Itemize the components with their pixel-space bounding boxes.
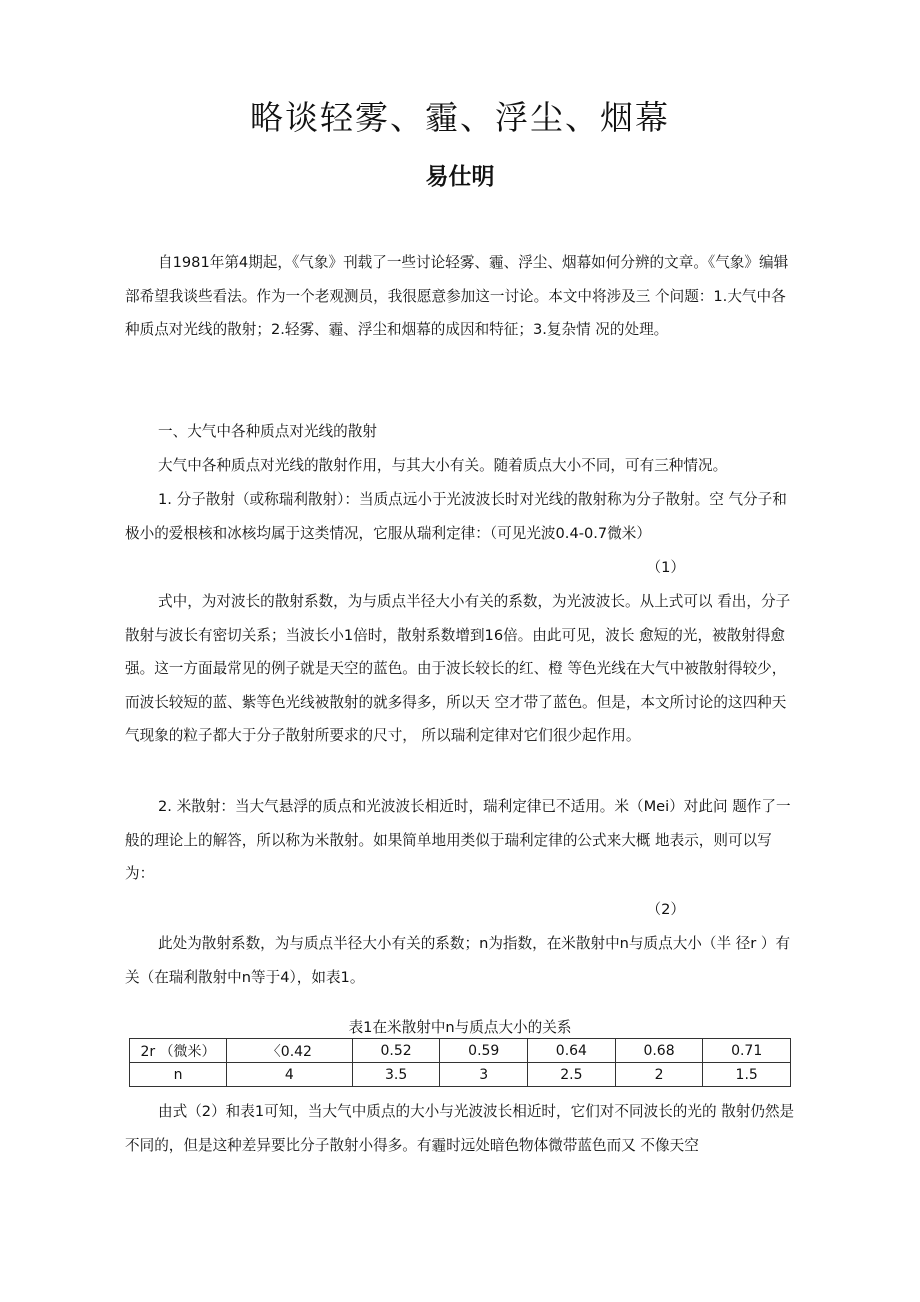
intro-paragraph: 自1981年第4期起，《气象》刊载了一些讨论轻雾、霾、浮尘、烟幕如何分辨的文章。《气象》编辑部希望我谈些看法。作为一个老观测员，我很愿意参加这一讨论。本文中将涉及三 个问题：1.大气中各种质点对光线的散射；2.轻雾、霾、浮尘和烟幕的成因和特征；3.复杂情 况的处理。 — [125, 254, 789, 338]
table-cell: 1.5 — [703, 1063, 791, 1087]
table-header-cell: 2r （微米） — [130, 1039, 227, 1063]
equation-2-number: （2） — [646, 901, 685, 918]
author-name: 易仕明 — [425, 164, 495, 190]
table-cell: 3.5 — [352, 1063, 440, 1087]
equation-1-number: （1） — [646, 559, 685, 576]
rayleigh-paragraph: 1. 分子散射（或称瑞利散射）：当质点远小于光波波长时对光线的散射称为分子散射。空 气分子和极小的爱根核和冰核均属于这类情况，它服从瑞利定律：（可见光波0.4-0.7微米） — [125, 491, 787, 542]
section1-intro: 大气中各种质点对光线的散射作用，与其大小有关。随着质点大小不同，可有三种情况。 — [158, 457, 728, 474]
mie-explanation: 此处为散射系数，为与质点半径大小有关的系数；n为指数，在米散射中n与质点大小（半 径r ）有关（在瑞利散射中n等于4），如表1。 — [125, 935, 791, 986]
mie-paragraph: 2. 米散射：当大气悬浮的质点和光波波长相近时，瑞利定律已不适用。米（Mei）对此问 题作了一般的理论上的解答，所以称为米散射。如果简单地用类似于瑞利定律的公式来大概 地表示，则可以写为： — [125, 798, 791, 882]
table-cell: 2.5 — [528, 1063, 616, 1087]
table-cell: 〈0.42 — [227, 1039, 353, 1063]
table-cell: 0.64 — [528, 1039, 616, 1063]
table-cell: 0.52 — [352, 1039, 440, 1063]
conclusion-paragraph: 由式（2）和表1可知，当大气中质点的大小与光波波长相近时，它们对不同波长的光的 散射仍然是不同的，但是这种差异要比分子散射小得多。有霾时远处暗色物体微带蓝色而又 不像天空 — [125, 1103, 795, 1154]
table-row — [130, 1039, 791, 1063]
table-caption: 表1在米散射中n与质点大小的关系 — [348, 1019, 572, 1036]
mie-table — [129, 1038, 791, 1087]
table-cell: 0.71 — [703, 1039, 791, 1063]
rayleigh-explanation: 式中，为对波长的散射系数，为与质点半径大小有关的系数，为光波波长。从上式可以 看出，分子散射与波长有密切关系；当波长小1倍时，散射系数增到16倍。由此可见，波长 愈短的光，被散射得愈强。这一方面最常见的例子就是天空的蓝色。由于波长较长的红、橙 等色光线在大气中被散射得较少，而波长较短的蓝、紫等色光线被散射的就多得多，所以天 空才带了蓝色。但是，本文所讨论的这四种天气现象的粒子都大于分子散射所要求的尺寸， 所以瑞利定律对它们很少起作用。 — [125, 593, 791, 744]
table-cell: 0.68 — [615, 1039, 703, 1063]
table-header-cell: n — [130, 1063, 227, 1087]
section1-heading: 一、大气中各种质点对光线的散射 — [158, 423, 377, 440]
table-cell: 2 — [615, 1063, 703, 1087]
document-title: 略谈轻雾、霾、浮尘、烟幕 — [250, 98, 670, 137]
table-cell: 0.59 — [440, 1039, 528, 1063]
table-row — [130, 1063, 791, 1087]
table-cell: 3 — [440, 1063, 528, 1087]
table-cell: 4 — [227, 1063, 353, 1087]
